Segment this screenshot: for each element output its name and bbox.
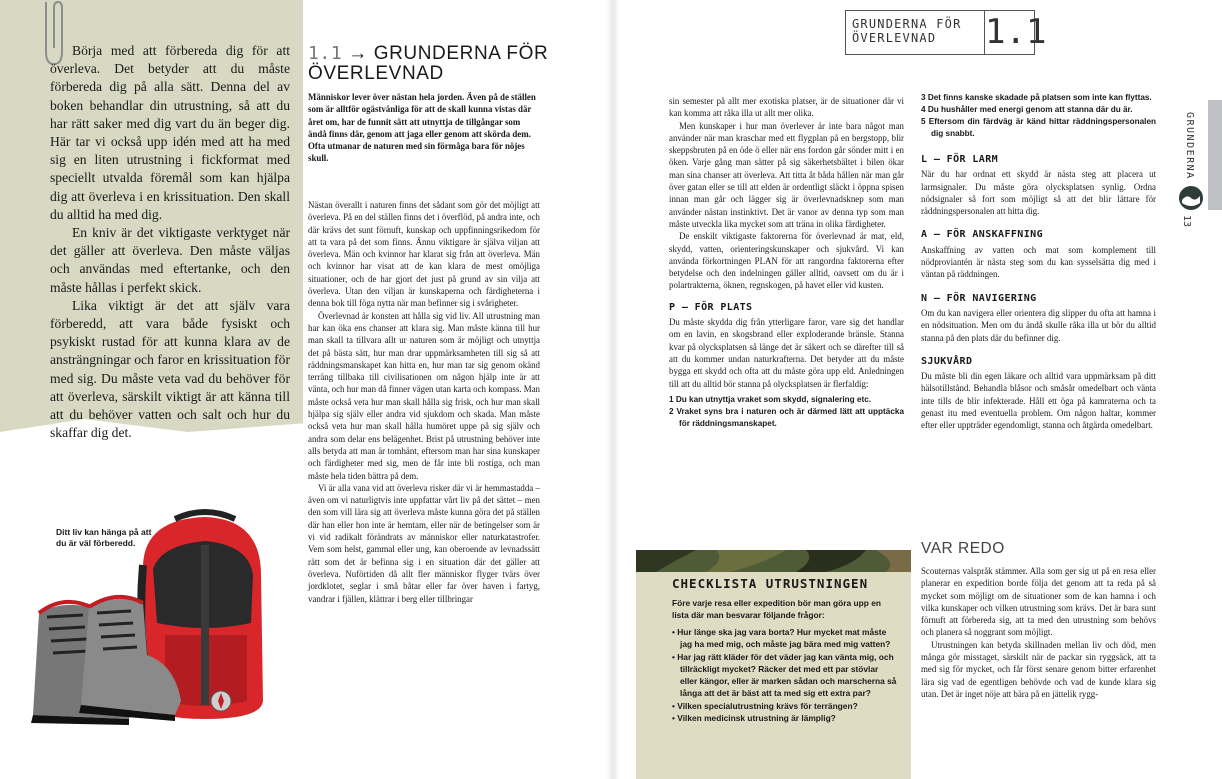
checklist-item: • Vilken medicinsk utrustning är lämplig? bbox=[672, 713, 836, 724]
larm-heading: L – FÖR LARM bbox=[921, 154, 999, 165]
compass-icon bbox=[211, 691, 231, 711]
body-column-1 bbox=[308, 199, 540, 605]
chapter-label bbox=[852, 17, 962, 45]
list-item: 5 Eftersom din färdväg är känd hittar räddningspersonalen dig snabbt. bbox=[921, 117, 1156, 138]
section-title-line2: ÖVERLEVNAD bbox=[308, 63, 444, 84]
note-paragraph: Lika viktigt är det att själv vara förberedd, att vara både fysiskt och psykiskt rustad för att kunna klara av de ansträngningar och faror en krissituation för med sig. Du måste veta vad du behöver för att överleva, särskilt viktigt är att känna till att du behöver vatten och salt och hur du skaffar dig det. bbox=[50, 297, 290, 441]
list-item: 3 Det finns kanske skadade på platsen som inte kan flyttas. bbox=[921, 93, 1152, 102]
chapter-number: 1.1 bbox=[985, 12, 1047, 52]
list-item: 1 Du kan utnyttja vraket som skydd, signalering etc. bbox=[669, 394, 872, 404]
list-item: 4 Du hushåller med energi genom att stanna där du är. bbox=[921, 105, 1133, 114]
section-heading bbox=[308, 44, 558, 84]
chapter-label-line2: ÖVERLEVNAD bbox=[852, 31, 937, 45]
body-column-2 bbox=[669, 95, 904, 430]
body-paragraph: De enskilt viktigaste faktorerna för överlevnad är mat, eld, skydd, vatten, orienteringskunskaper och sjukvård. Vi kan använda förkortningen PLAN för att rangordna faktorerna efter betydelse och den indelningen gäller alltid, oavsett om du är i polartrakterna, öknen, regnskogen, på havet eller vid kusten. bbox=[669, 231, 904, 291]
body-paragraph: Utrustningen kan betyda skillnaden mellan liv och död, men många gör misstaget, särskilt när de packar sin ryggsäck, att ta med sig för mycket, och får först senare genom bitter erfarenhet lära sig vad de egentligen behövde och vad de kunde klara sig utan. Det är inget nöje att bära på en jättelik rygg- bbox=[921, 639, 1156, 699]
side-tab-bar bbox=[1208, 100, 1222, 210]
section-number: 1.1 bbox=[308, 43, 343, 64]
checklist-item: • Vilken specialutrustning krävs för terrängen? bbox=[672, 700, 858, 711]
side-tab-label: GRUNDERNA bbox=[1184, 112, 1195, 180]
note-paragraph: En kniv är det viktigaste verktyget när det gäller att överleva. Den måste väljas och användas med eftertanke, och den måste hållas i perfekt skick. bbox=[50, 225, 290, 295]
sjukvard-heading: SJUKVÅRD bbox=[921, 355, 973, 367]
section-title-line1: GRUNDERNA FÖR bbox=[373, 43, 549, 64]
checklist-items bbox=[672, 626, 897, 724]
arrow-icon: → bbox=[348, 43, 368, 64]
checklist-intro: Före varje resa eller expedition bör man göra upp en lista där man besvarar följande frågor: bbox=[672, 598, 881, 620]
book-spine bbox=[606, 0, 620, 779]
section-intro: Människor lever över nästan hela jorden. Även på de ställen som är alltför ogästvänliga för att de skall kunna vistas där året om, har de funnit sätt att utnyttja de tillgångar som ändå finns där, genom att jaga eller genom att skörda dem. Ofta utmanar de naturen med sin förmåga bara för nöjes skull. bbox=[308, 92, 536, 164]
wave-badge-icon bbox=[1178, 185, 1204, 211]
body-column-3 bbox=[921, 92, 1156, 432]
page-number: 13 bbox=[1181, 215, 1192, 228]
checklist-item: • Hur länge ska jag vara borta? Hur mycket mat måste jag ha med mig, och måste jag bära med mig vatten? bbox=[672, 627, 891, 650]
body-paragraph: Vi är alla vana vid att överleva risker där vi är hemmastadda – även om vi naturligtvis inte uppfattar vårt liv på det sättet – men den som vill lära sig att överleva måste kunna göra det på ställen där han eller hon inte är hemtam, eller när de betingelser som är vi vid radikalt förändrats av människor eller naturkatastrofer. Vem som helst, gammal eller ung, kan oberoende av levnadssätt rätt som det är befinna sig i en situation där det gäller att överleva. Nuförtiden då allt fler människor flyger tvärs över jordklotet, seglar i små båtar eller far över haven i fartyg, vandrar i fjällen, klättrar i berg eller tillbringar bbox=[308, 482, 540, 604]
plats-text: Du måste skydda dig från ytterligare faror, vare sig det handlar om en lavin, en skogsbrand eller exploderande bränsle. Stanna kvar på olycksplatsen så länge det är säkert och se därefter till så att du kommer undan naturkrafterna. Det betyder att du måste bygga ett skydd och ofta att du måste göra upp eld. Anledningen till att du alltid bör stanna på olycksplatsen är flerfaldig: bbox=[669, 317, 904, 389]
numbered-list bbox=[921, 92, 1156, 140]
plats-heading: P – FÖR PLATS bbox=[669, 301, 753, 313]
body-paragraph: Scouternas valspråk stämmer. Alla som ger sig ut på en resa eller planerar en expedition borde följa det genom att ta reda på så mycket som möjligt om de situationer som de kan hamna i och vilka kunskaper och vilken utrustning som krävs. Det är bara sunt förnuft att förbereda sig, att ta med den utrustning som behövs och planera så noggrant som möjligt. bbox=[921, 566, 1156, 638]
body-paragraph: Men kunskaper i hur man överlever är inte bara något man använder när man kraschar med ett flygplan på en bergstopp, blir skeppsbruten på en öde ö eller när ens fordon går sönder mitt i en öken. Varje gång man sätter på sig säkerhetsbältet i bilen ökar man sina chanser att överleva. Att titta åt båda hållen när man går över gatan eller se till att elden är ordentligt släckt i öppna spisen innan man går och lägger sig är överlevnadsknep som man använder nästan instinktivt. Det är vanor av denna typ som man måste utveckla lika mycket som att träna in olika färdigheter. bbox=[669, 120, 904, 229]
sjukvard-text: Du måste bli din egen läkare och alltid vara uppmärksam på ditt hälsotillstånd. Behandla blåsor och småsår omedelbart och vänta inte tills de blir infekterade. Håll ett öga på kamraterna och ta genast itu med eventuella problem. Om någon haltar, kommer efter eller uppträder egendomligt, stanna och åtgärda omedelbart. bbox=[921, 371, 1156, 431]
var-redo-text bbox=[921, 565, 1156, 700]
camouflage-pattern bbox=[636, 550, 911, 572]
anskaffning-heading: A – FÖR ANSKAFFNING bbox=[921, 229, 1043, 241]
intro-note-text bbox=[50, 42, 290, 442]
anskaffning-text: Anskaffning av vatten och mat som komplement till nödproviantén är nästa steg som du kan sysselsätta dig med i väntan på räddningen. bbox=[921, 244, 1156, 280]
body-paragraph: Nästan överallt i naturen finns det sådant som gör det möjligt att överleva. På en del ställen finns det i överflöd, på andra inte, och där krävs det sunt förnuft, kunskap och uppfinningsrikedom för att ta vara på det som finns. Ännu viktigare är själva viljan att överleva. Män och kvinnor har klarat sig från att överleva. Män och kvinnor har visat att de kan klara de mest omöjliga situationer, och de har gjort det just på grund av sin vilja att överleva. Utan den viljan är kunskaperna och färdigheterna i denna bok till föga nytta när man befinner sig i svårigheter. bbox=[308, 200, 540, 309]
navigering-heading: N – FÖR NAVIGERING bbox=[921, 292, 1037, 304]
checklist-title: CHECKLISTA UTRUSTNINGEN bbox=[672, 576, 869, 591]
list-item: 2 Vraket syns bra i naturen och är därmed lätt att upptäcka för räddningsmanskapet. bbox=[669, 406, 904, 428]
var-redo-heading: VAR REDO bbox=[921, 540, 1005, 557]
larm-text: När du har ordnat ett skydd är nästa steg att placera ut larmsignaler. Du måste göra olycksplatsen synlig. Ordna nödsignaler så fort som möjligt så att det blir lättare för räddningspersonalen att hitta dig. bbox=[921, 169, 1156, 217]
note-paragraph: Börja med att förbereda dig för att överleva. Det betyder att du måste förbereda dig på alla sätt. Denna del av boken behandlar din utrustning, så att du har rätt saker med dig vart du än beger dig. Här tar vi också upp idén med att ha med sig en liten utrustning i fickformat med speciellt utvalda föremål som kan hjälpa dig att överleva i en krissituation. Den skall du alltid ha med dig. bbox=[50, 43, 290, 222]
body-paragraph: sin semester på allt mer exotiska platser, är de situationer där vi kan komma att råka illa ut allt mer olika. bbox=[669, 96, 904, 119]
plats-list bbox=[669, 394, 904, 430]
body-paragraph: Överlevnad är konsten att hålla sig vid liv. All utrustning man har kan öka ens chanser att klara sig. Man måste känna till hur man skall ta tillvara allt ur naturen som är möjligt och utnyttja det på bästa sätt, hur man drar uppmärksamheten till sig så att räddningsmanskapet kan hitta en, hur man tar sig genom okänd terräng tillbaka till civilisationen om någon hjälp inte är att vänta, och hur man då finner vägen utan karta och kompass. Man måste också veta hur man skall hålla sig frisk, och hur man skall hjälpa sig själv eller andra vid sjukdom och skada. Man måste också veta hur man skall hålla humöret uppe på sig själv och andra som delar ens belägenhet. Brist på utrustning behöver inte alls betyda att man är tomhänt, eftersom man har sina kunskaper och färdigheter med sig, men de får inte bli rostiga, och man måste hela tiden bättra på dem. bbox=[308, 310, 540, 481]
chapter-box bbox=[845, 10, 1047, 55]
chapter-label-line1: GRUNDERNA FÖR bbox=[852, 17, 962, 31]
photo-caption: Ditt liv kan hänga på att du är väl förberedd. bbox=[56, 527, 152, 548]
navigering-text: Om du kan navigera eller orientera dig slipper du ofta att hamna i en nödsituation. Men om du ändå skulle råka illa ut bör du alltid stanna på den plats där du befinner dig. bbox=[921, 307, 1156, 343]
checklist-item: • Har jag rätt kläder för det väder jag kan vänta mig, och tillräckligt mycket? Räcker det med ett par stövlar eller kängor, eller är marken sådan och marscherna så långa att det är bäst att ta med sig ett extra par? bbox=[672, 651, 897, 699]
